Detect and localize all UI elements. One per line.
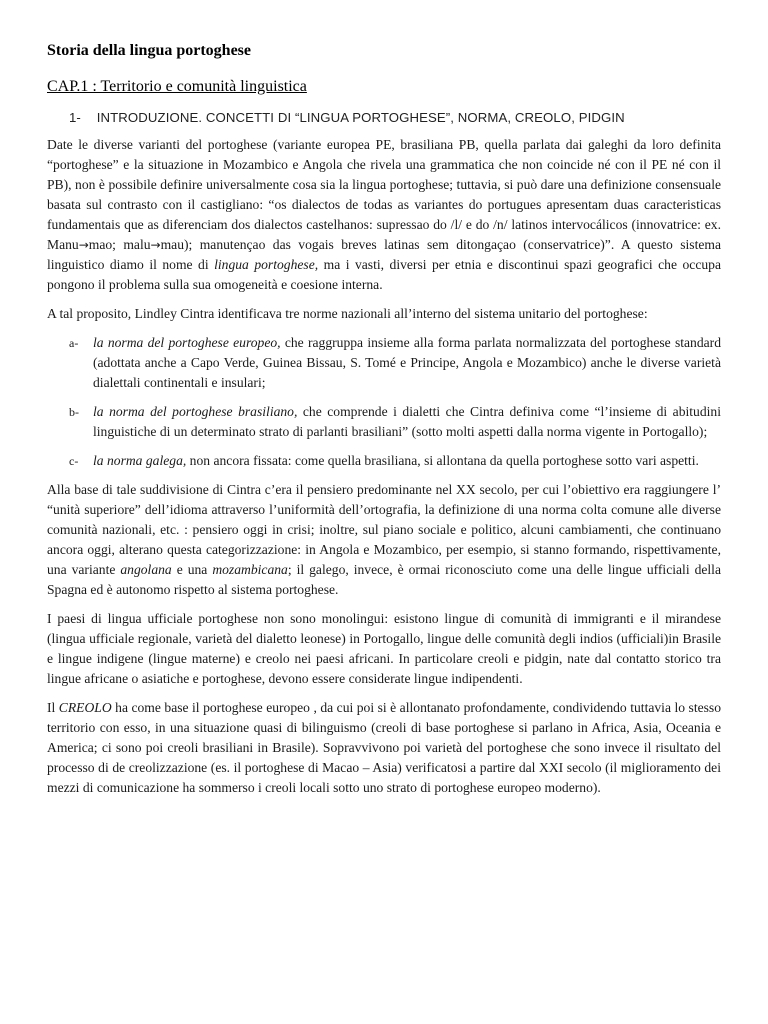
paragraph-4: I paesi di lingua ufficiale portoghese non sono monolingui: esistono lingue di comunità di immigranti e il mirandese (lingua ufficiale regionale, varietà del dialetto leonese) in Portogallo, lingue delle comunità degli indios (ufficiali)in Brasile e lingue indigene (lingue materne) e creolo nei paesi africani. In particolare creoli e pidgin, nate dal contatto storico tra lingue africane o asiatiche e portoghese, devono essere considerate lingue indipendenti. (47, 611, 721, 686)
paragraph-3-text-b: e una (171, 562, 213, 577)
paragraph-2: A tal proposito, Lindley Cintra identificava tre norme nazionali all’interno del sistema unitario del portoghese: (47, 306, 648, 321)
list-item-text (93, 402, 721, 442)
list-item (47, 402, 721, 442)
section-heading (69, 110, 721, 125)
paragraph-1-text-d: ma i vasti, diversi per etnia e discontinui spazi geografici che occupa pongono il problema sulla sua omogeneità e coesione interna. (47, 257, 721, 292)
paragraph-3-text-c: ; il galego, invece, è ormai riconosciuto come una delle lingue ufficiali della Spagna ed è autonomo rispetto al sistema portoghese. (47, 562, 721, 597)
list-item (47, 451, 721, 471)
paragraph-3-italic-b: mozambicana (212, 562, 288, 577)
list-item-italic: la norma del portoghese europeo, (93, 335, 281, 350)
paragraph-1-text-c: mau); manutençao das vogais breves latinas sem ditongaçao (conservatrice)”. A questo sistema linguistico diamo il nome di (47, 237, 721, 272)
list-item-body: che raggruppa insieme alla forma parlata normalizzata del portoghese standard (adottata anche a Capo Verde, Guinea Bissau, S. Tomé e Principe, Angola e Mozambico) anche le diverse varietà dialettali continentali e insulari; (93, 335, 721, 390)
paragraph-5-text-b: ha come base il portoghese europeo , da cui poi si è allontanato profondamente, condividendo tuttavia lo stesso territorio con esso, in una situazione quasi di bilinguismo (creoli di base portoghese si parlano in Africa, Asia, Oceania e America; ci sono poi creoli brasiliani in Brasile). Sopravvivono poi varietà del portoghese che sono invece il risultato del processo di de creolizzazione (es. il portoghese di Macao – Asia) verificatosi a partire dal XXI secolo (il miglioramento dei mezzi di comunicazione ha sommerso i creoli locali sotto uno strato di portoghese europeo moderno). (47, 700, 722, 795)
list-item-marker: c- (69, 454, 79, 468)
arrow-icon: → (78, 238, 89, 252)
list-item-body: che comprende i dialetti che Cintra definiva come “l’insieme di abitudini linguistiche di un determinato strato di parlanti brasiliani” (sotto molti aspetti dalla norma vigente in Portogallo); (93, 404, 722, 439)
paragraph-1-text-a: Date le diverse varianti del portoghese (variante europea PE, brasiliana PB, quella parlata dai galeghi da loro definita “portoghese” e la situazione in Mozambico e Angola che rivela una grammatica che non coincide né con il PE né con il PB), non è possibile definire universalmente cosa sia la lingua portoghese; tuttavia, si può dare una definizione consensuale basata sul contrasto con il castigliano: “os dialectos de todas as variantes do portugues apresentam duas caracteristicas fundamentais que as diferenciam dos dialectos castelhanos: supressao do /l/ e do /n/ latinos intervocálicos (innovatrice: ex. Manu (47, 137, 721, 252)
paragraph-1-text-b: mao; malu (88, 237, 151, 252)
document-title: Storia della lingua portoghese (47, 42, 252, 59)
arrow-icon: → (150, 238, 161, 252)
section-number: 1- (69, 110, 81, 125)
paragraph-1-italic: lingua portoghese, (214, 257, 319, 272)
paragraph-5-text-a: Il (47, 700, 59, 715)
chapter-heading: CAP.1 : Territorio e comunità linguistica (47, 78, 307, 95)
paragraph-3-italic-a: angolana (120, 562, 172, 577)
section-title: INTRODUZIONE. CONCETTI DI “LINGUA PORTOGHESE”, NORMA, CREOLO, PIDGIN (96, 110, 625, 125)
paragraph-3-text-a: Alla base di tale suddivisione di Cintra c’era il pensiero predominante nel XX secolo, per cui l’obiettivo era raggiungere l’ “unità superiore” dell’idioma attraverso l’uniformità dell’ortografia, la definizione di una norma colta comune alle diverse comunità nazionali, etc. : pensiero oggi in crisi; inoltre, sul piano sociale e politico, alcuni cambiamenti, che continuano ancora oggi, alterano questa categorizzazione: in Angola e Mozambico, per esempio, si stanno formando, rispettivamente, una variante (47, 482, 721, 577)
list-item-body: non ancora fissata: come quella brasiliana, si allontana da quella portoghese sotto vari aspetti. (186, 453, 699, 468)
list-item-italic: la norma galega, (93, 453, 187, 468)
list-item-text (93, 451, 721, 471)
list-item-marker: b- (69, 405, 79, 419)
paragraph-1 (47, 135, 721, 295)
paragraph-5 (47, 698, 721, 798)
paragraph-5-italic: CREOLO (58, 700, 112, 715)
paragraph-3 (47, 480, 721, 600)
list-item-text (93, 333, 721, 393)
list-item-italic: la norma del portoghese brasiliano, (93, 404, 298, 419)
list-item (47, 333, 721, 393)
list-item-marker: a- (69, 336, 79, 350)
